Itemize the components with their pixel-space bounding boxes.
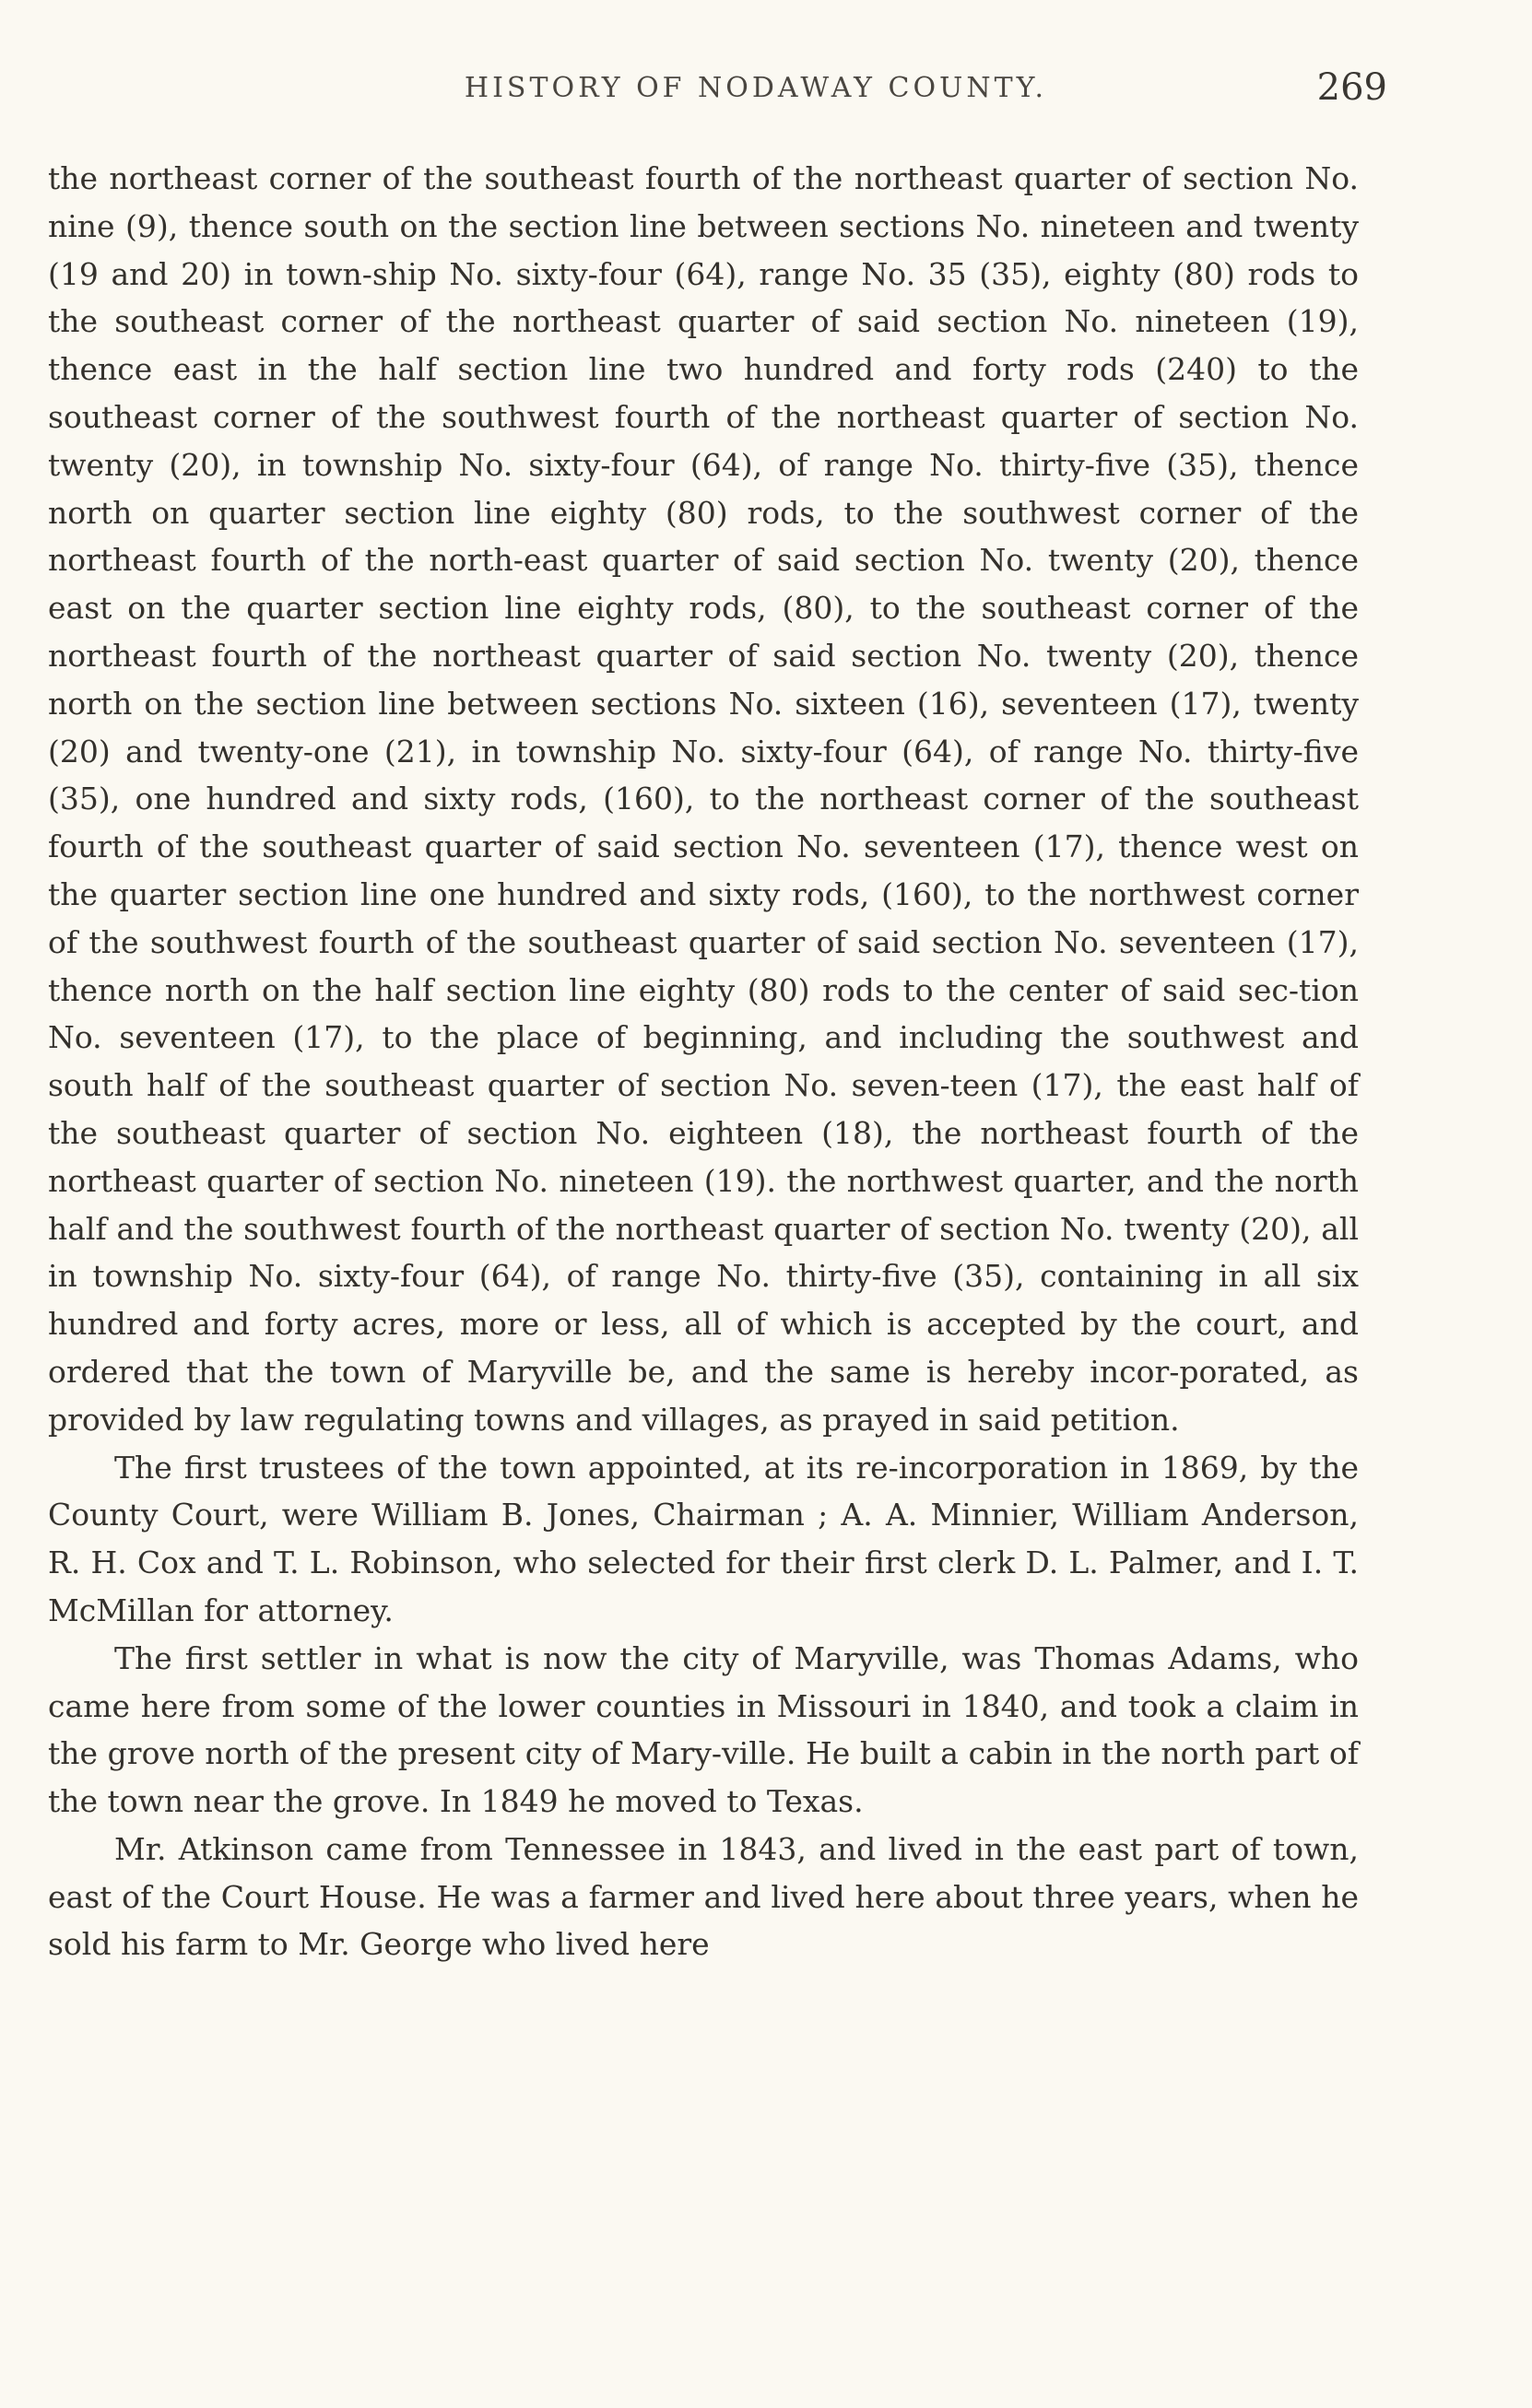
paragraph-boundary-description: the northeast corner of the southeast fourth of the northeast quarter of section No. nine (9), thence south on the section line between sections No. nineteen and twenty (19 and 20) in town-ship No. sixty-four (64), range No. 35 (35), eighty (80) rods to the southeast corner of the northeast quarter of said section No. nineteen (19), thence east in the half section line two hundred and forty rods (240) to the southeast corner of the southwest fourth of the northeast quarter of section No. twenty (20), in township No. sixty-four (64), of range No. thirty-five (35), thence north on quarter section line eighty (80) rods, to the southwest corner of the northeast fourth of the north-east quarter of said section No. twenty (20), thence east on the quarter section line eighty rods, (80), to the southeast corner of the northeast fourth of the northeast quarter of said section No. twenty (20), thence north on the section line between sections No. sixteen (16), seventeen (17), twenty (20) and twenty-one (21), in township No. sixty-four (64), of range No. thirty-five (35), one hundred and sixty rods, (160), to the northeast corner of the southeast fourth of the southeast quarter of said section No. seventeen (17), thence west on the quarter section line one hundred and sixty rods, (160), to the northwest corner of the southwest fourth of the southeast quarter of said section No. seventeen (17), thence north on the half section line eighty (80) rods to the center of said sec-tion No. seventeen (17), to the place of beginning, and including the southwest and south half of the southeast quarter of section No. seven-teen (17), the east half of the southeast quarter of section No. eighteen (18), the northeast fourth of the northeast quarter of section No. nineteen (19). the northwest quarter, and the north half and the southwest fourth of the northeast quarter of section No. twenty (20), all in township No. sixty-four (64), of range No. thirty-five (35), containing in all six hundred and forty acres, more or less, all of which is accepted by the court, and ordered that the town of Maryville be, and the same is hereby incor-porated, as provided by law regulating towns and villages, as prayed in said petition. <box>48 160 1359 1438</box>
page-number: 269 <box>1316 66 1387 109</box>
paragraph-first-settler: The first settler in what is now the city of Maryville, was Thomas Adams, who came here from some of the lower counties in Missouri in 1840, and took a claim in the grove north of the present city of Mary-ville. He built a cabin in the north part of the town near the grove. In 1849 he moved to Texas. <box>48 1639 1359 1820</box>
paragraph-atkinson: Mr. Atkinson came from Tennessee in 1843, and lived in the east part of town, east of the Court House. He was a farmer and lived here about three years, when he sold his farm to Mr. George who lived here <box>48 1830 1359 1963</box>
paragraph-first-trustees: The first trustees of the town appointed, at its re-incorporation in 1869, by the County Court, were William B. Jones, Chairman ; A. A. Minnier, William Anderson, R. H. Cox and T. L. Robinson, who selected for their first clerk D. L. Palmer, and I. T. McMillan for attorney. <box>48 1449 1359 1628</box>
body-text <box>48 155 1359 1968</box>
running-head: HISTORY OF NODAWAY COUNTY. <box>464 72 1048 104</box>
